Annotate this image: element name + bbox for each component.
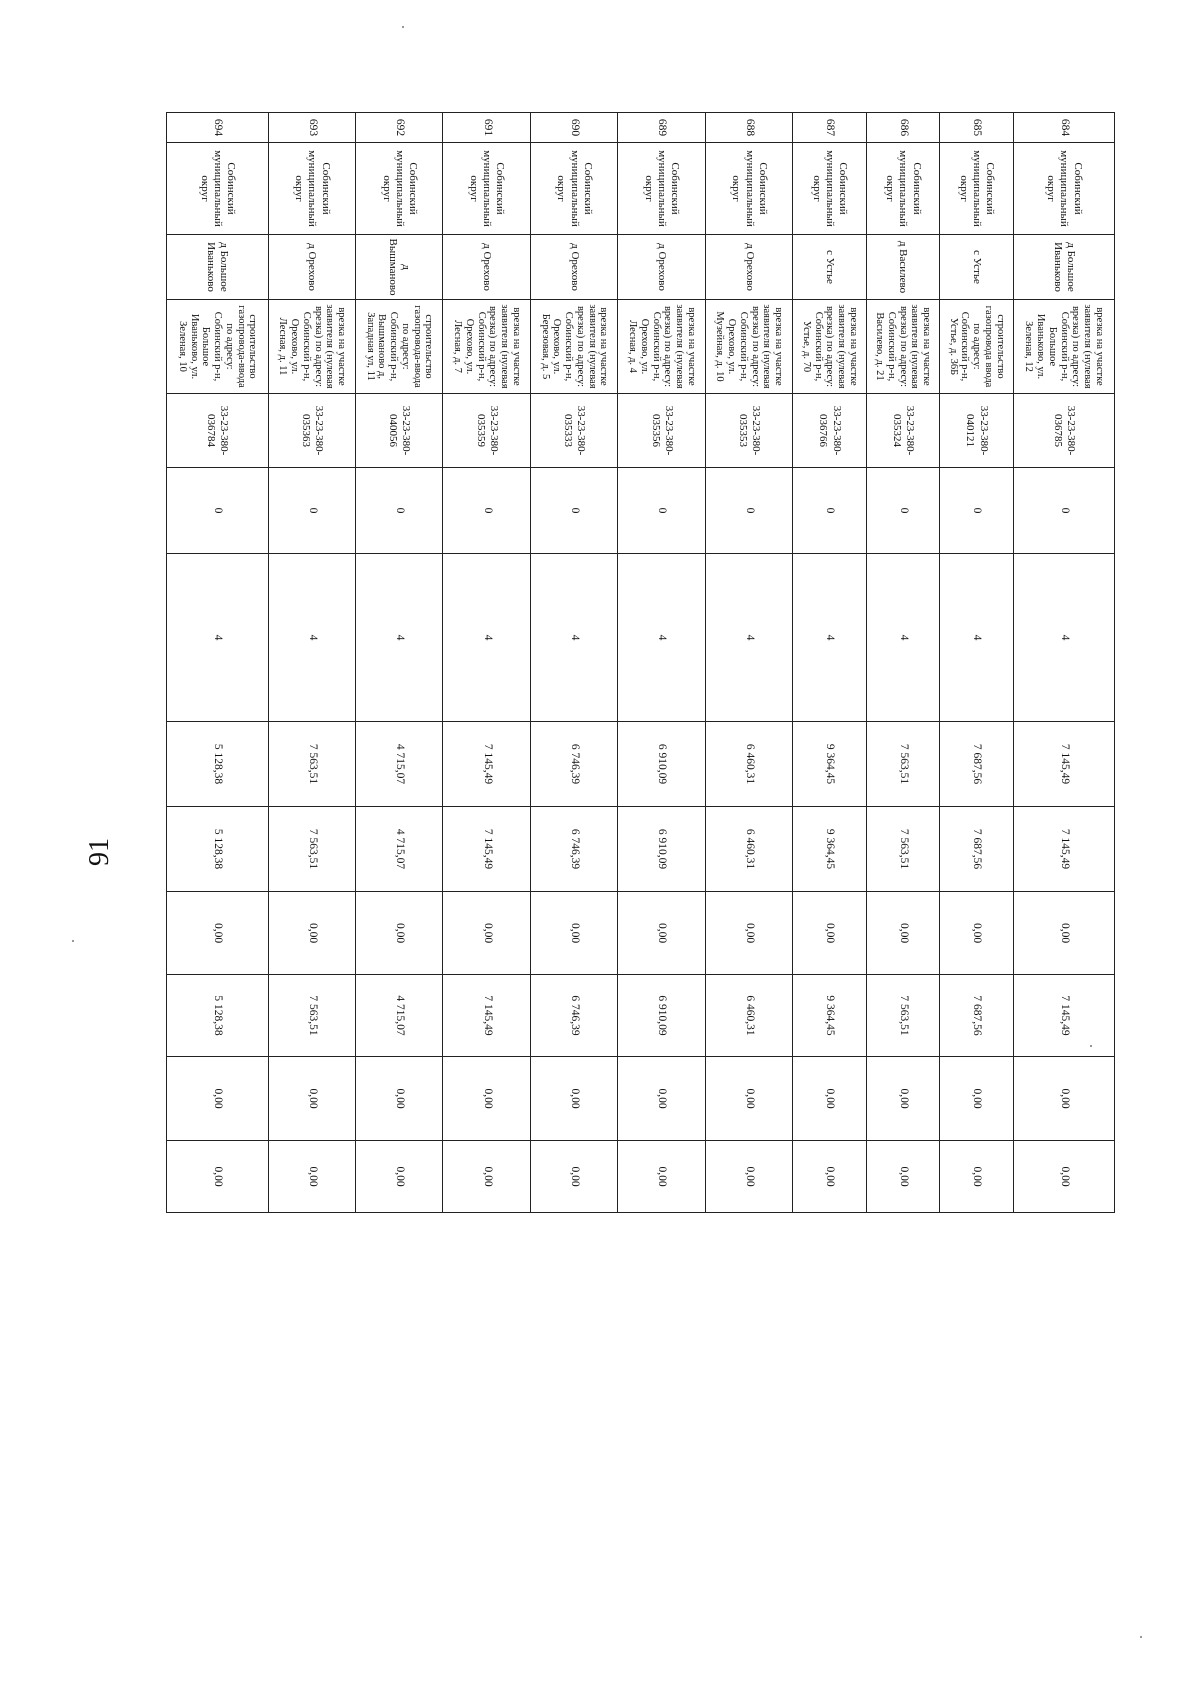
value-cell: 7 145,49 (1013, 975, 1114, 1057)
category-cell: 4 (705, 554, 792, 722)
table-row (940, 113, 1013, 1213)
value-cell: 0,00 (268, 892, 355, 975)
district-cell: Собинский муниципальный округ (705, 143, 792, 235)
description-cell: строительство газопровода-ввода по адресу: Собинский р-н, Вышманово д, Западная ул, 11 (355, 300, 442, 394)
row-number: 693 (268, 113, 355, 143)
zero-cell: 0 (618, 468, 705, 554)
row-number: 689 (618, 113, 705, 143)
table-row (705, 113, 792, 1213)
code-cell: 33-23-380-036785 (1013, 394, 1114, 468)
district-cell: Собинский муниципальный округ (618, 143, 705, 235)
locality-cell: д Орехово (705, 235, 792, 300)
value-cell: 6 460,31 (705, 975, 792, 1057)
row-number: 685 (940, 113, 1013, 143)
table-row (618, 113, 705, 1213)
zero-cell: 0 (866, 468, 939, 554)
value-cell: 4 715,07 (355, 722, 442, 807)
scan-speck (72, 940, 74, 942)
data-table (166, 112, 1115, 1213)
description-cell: строительство газопровода-ввода по адресу: Собинский р-н, Большое Иваньково, ул. Зеленая, 10 (167, 300, 269, 394)
description-cell: врезка на участке заявителя (нулевая врезка) по адресу: Собинский р-н, Орехово, ул. Лесная, д. 4 (618, 300, 705, 394)
value-cell: 5 128,38 (167, 975, 269, 1057)
category-cell: 4 (355, 554, 442, 722)
category-cell: 4 (866, 554, 939, 722)
value-cell: 0,00 (940, 892, 1013, 975)
description-cell: врезка на участке заявителя (нулевая врезка) по адресу: Собинский р-н, Орехово, ул. Лесная, д. 11 (268, 300, 355, 394)
value-cell: 7 563,51 (268, 722, 355, 807)
scan-speck (1140, 1636, 1142, 1638)
district-cell: Собинский муниципальный округ (443, 143, 530, 235)
value-cell: 6 460,31 (705, 722, 792, 807)
value-cell: 7 563,51 (268, 807, 355, 892)
code-cell: 33-23-380-035359 (443, 394, 530, 468)
value-cell: 6 910,09 (618, 807, 705, 892)
code-cell: 33-23-380-035324 (866, 394, 939, 468)
locality-cell: д Вышманово (355, 235, 442, 300)
district-cell: Собинский муниципальный округ (268, 143, 355, 235)
value-cell: 0,00 (1013, 1141, 1114, 1213)
value-cell: 0,00 (167, 1057, 269, 1141)
value-cell: 7 145,49 (443, 722, 530, 807)
value-cell: 7 145,49 (1013, 807, 1114, 892)
district-cell: Собинский муниципальный округ (355, 143, 442, 235)
code-cell: 33-23-380-035356 (618, 394, 705, 468)
value-cell: 0,00 (167, 1141, 269, 1213)
value-cell: 6 746,39 (530, 807, 617, 892)
value-cell: 0,00 (793, 892, 866, 975)
value-cell: 0,00 (705, 1141, 792, 1213)
value-cell: 0,00 (530, 1141, 617, 1213)
district-cell: Собинский муниципальный округ (793, 143, 866, 235)
description-cell: врезка на участке заявителя (нулевая врезка) по адресу: Собинский р-н, Большое Иваньково, ул. Зеленая, 12 (1013, 300, 1114, 394)
value-cell: 0,00 (940, 1141, 1013, 1213)
value-cell: 0,00 (618, 1057, 705, 1141)
table-row (167, 113, 269, 1213)
value-cell: 6 910,09 (618, 975, 705, 1057)
page-number: 91 (84, 838, 115, 866)
value-cell: 6 910,09 (618, 722, 705, 807)
value-cell: 7 563,51 (866, 975, 939, 1057)
category-cell: 4 (443, 554, 530, 722)
value-cell: 0,00 (167, 892, 269, 975)
description-cell: врезка на участке заявителя (нулевая врезка) по адресу: Собинский р-н, Василево, д. 21 (866, 300, 939, 394)
description-cell: врезка на участке заявителя (нулевая врезка) по адресу: Собинский р-н, Орехово, ул. Лесная, д. 7 (443, 300, 530, 394)
code-cell: 33-23-380-040121 (940, 394, 1013, 468)
table-row (443, 113, 530, 1213)
table-row (530, 113, 617, 1213)
value-cell: 0,00 (618, 892, 705, 975)
value-cell: 0,00 (443, 892, 530, 975)
locality-cell: д Василево (866, 235, 939, 300)
zero-cell: 0 (443, 468, 530, 554)
table-row (866, 113, 939, 1213)
zero-cell: 0 (530, 468, 617, 554)
row-number: 686 (866, 113, 939, 143)
value-cell: 6 746,39 (530, 975, 617, 1057)
district-cell: Собинский муниципальный округ (530, 143, 617, 235)
value-cell: 0,00 (1013, 892, 1114, 975)
category-cell: 4 (268, 554, 355, 722)
zero-cell: 0 (167, 468, 269, 554)
value-cell: 0,00 (443, 1057, 530, 1141)
value-cell: 9 364,45 (793, 807, 866, 892)
value-cell: 0,00 (268, 1057, 355, 1141)
row-number: 692 (355, 113, 442, 143)
value-cell: 0,00 (705, 1057, 792, 1141)
value-cell: 0,00 (1013, 1057, 1114, 1141)
zero-cell: 0 (1013, 468, 1114, 554)
value-cell: 5 128,38 (167, 807, 269, 892)
category-cell: 4 (793, 554, 866, 722)
locality-cell: с Устье (940, 235, 1013, 300)
value-cell: 9 364,45 (793, 722, 866, 807)
code-cell: 33-23-380-035363 (268, 394, 355, 468)
district-cell: Собинский муниципальный округ (940, 143, 1013, 235)
code-cell: 33-23-380-035333 (530, 394, 617, 468)
value-cell: 7 687,56 (940, 975, 1013, 1057)
code-cell: 33-23-380-040056 (355, 394, 442, 468)
zero-cell: 0 (940, 468, 1013, 554)
value-cell: 7 563,51 (268, 975, 355, 1057)
locality-cell: д Орехово (443, 235, 530, 300)
description-cell: врезка на участке заявителя (нулевая врезка) по адресу: Собинский р-н, Устье, д. 70 (793, 300, 866, 394)
locality-cell: д Большое Иваньково (1013, 235, 1114, 300)
zero-cell: 0 (705, 468, 792, 554)
value-cell: 0,00 (793, 1057, 866, 1141)
value-cell: 0,00 (866, 1141, 939, 1213)
category-cell: 4 (1013, 554, 1114, 722)
value-cell: 0,00 (866, 1057, 939, 1141)
category-cell: 4 (618, 554, 705, 722)
category-cell: 4 (167, 554, 269, 722)
category-cell: 4 (530, 554, 617, 722)
description-cell: врезка на участке заявителя (нулевая врезка) по адресу: Собинский р-н, Орехово, ул. Музейная, д. 10 (705, 300, 792, 394)
code-cell: 33-23-380-035353 (705, 394, 792, 468)
value-cell: 0,00 (530, 1057, 617, 1141)
value-cell: 7 687,56 (940, 722, 1013, 807)
zero-cell: 0 (268, 468, 355, 554)
district-cell: Собинский муниципальный округ (866, 143, 939, 235)
value-cell: 4 715,07 (355, 975, 442, 1057)
value-cell: 0,00 (355, 1141, 442, 1213)
value-cell: 0,00 (443, 1141, 530, 1213)
value-cell: 5 128,38 (167, 722, 269, 807)
description-cell: строительство газопровода ввода по адресу: Собинский р-н, Устье, д. 36Б (940, 300, 1013, 394)
value-cell: 0,00 (793, 1141, 866, 1213)
code-cell: 33-23-380-036784 (167, 394, 269, 468)
row-number: 694 (167, 113, 269, 143)
locality-cell: д Орехово (268, 235, 355, 300)
value-cell: 0,00 (705, 892, 792, 975)
code-cell: 33-23-380-036766 (793, 394, 866, 468)
locality-cell: д Большое Иваньково (167, 235, 269, 300)
scan-speck (1090, 1045, 1092, 1047)
table-row (1013, 113, 1114, 1213)
row-number: 688 (705, 113, 792, 143)
locality-cell: д Орехово (618, 235, 705, 300)
district-cell: Собинский муниципальный округ (167, 143, 269, 235)
value-cell: 7 563,51 (866, 722, 939, 807)
row-number: 684 (1013, 113, 1114, 143)
value-cell: 0,00 (355, 1057, 442, 1141)
value-cell: 9 364,45 (793, 975, 866, 1057)
scan-speck (402, 26, 404, 28)
description-cell: врезка на участке заявителя (нулевая врезка) по адресу: Собинский р-н, Орехово, ул. Березовая, д. 5 (530, 300, 617, 394)
value-cell: 7 563,51 (866, 807, 939, 892)
row-number: 691 (443, 113, 530, 143)
zero-cell: 0 (355, 468, 442, 554)
value-cell: 7 687,56 (940, 807, 1013, 892)
district-cell: Собинский муниципальный округ (1013, 143, 1114, 235)
rotated-table-container (166, 112, 1115, 1212)
table-row (268, 113, 355, 1213)
value-cell: 0,00 (530, 892, 617, 975)
value-cell: 6 746,39 (530, 722, 617, 807)
value-cell: 7 145,49 (443, 807, 530, 892)
value-cell: 7 145,49 (443, 975, 530, 1057)
value-cell: 0,00 (355, 892, 442, 975)
value-cell: 0,00 (268, 1141, 355, 1213)
value-cell: 7 145,49 (1013, 722, 1114, 807)
row-number: 690 (530, 113, 617, 143)
value-cell: 0,00 (866, 892, 939, 975)
row-number: 687 (793, 113, 866, 143)
locality-cell: д Орехово (530, 235, 617, 300)
value-cell: 0,00 (618, 1141, 705, 1213)
category-cell: 4 (940, 554, 1013, 722)
value-cell: 0,00 (940, 1057, 1013, 1141)
value-cell: 4 715,07 (355, 807, 442, 892)
value-cell: 6 460,31 (705, 807, 792, 892)
zero-cell: 0 (793, 468, 866, 554)
table-row (355, 113, 442, 1213)
locality-cell: с Устье (793, 235, 866, 300)
table-row (793, 113, 866, 1213)
